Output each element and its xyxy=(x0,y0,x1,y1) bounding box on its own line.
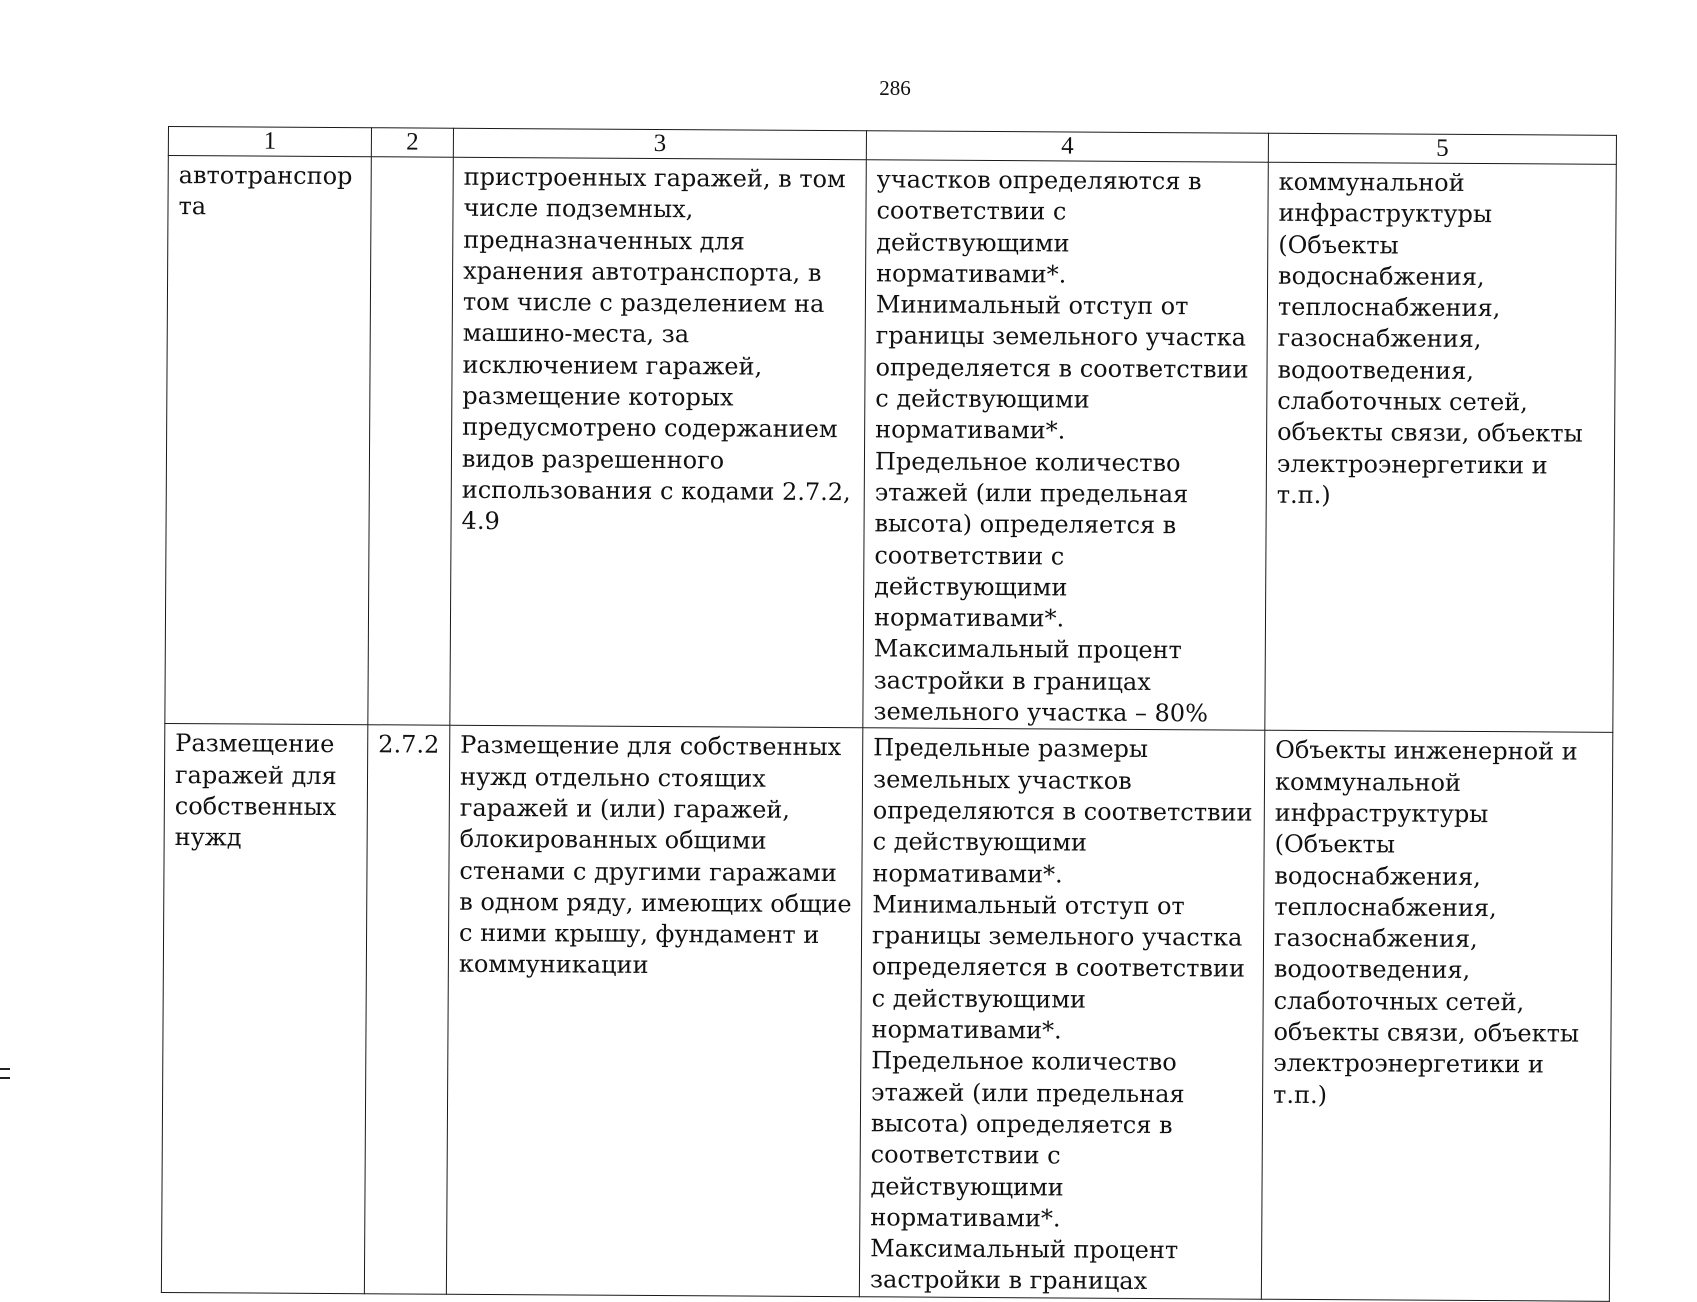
parameter-text: Минимальный отступ от границы земельного участка определяется в соответствии с действующими нормативами*. xyxy=(875,290,1249,445)
parameter-text: Максимальный процент застройки в границах xyxy=(869,1234,1179,1296)
column-header-1: 1 xyxy=(168,127,371,157)
parameter-text: Предельное количество этажей (или предельная высота) определяется в соответствии с действующими нормативами*. xyxy=(870,1046,1185,1233)
land-use-description-cell: Размещение для собственных нужд отдельно стоящих гаражей и (или) гаражей, блокированных общими стенами с другими гаражами в одном ряду, имеющих общие с ними крышу, фундамент и коммуникации xyxy=(446,726,862,1297)
margin-scan-mark xyxy=(0,1068,10,1086)
column-header-4: 4 xyxy=(866,131,1268,162)
land-use-table xyxy=(161,126,1617,1302)
parameter-text: Минимальный отступ от границы земельного участка определяется в соответствии с действующими нормативами*. xyxy=(871,890,1246,1045)
land-use-name-cell: автотранспорта xyxy=(165,156,371,726)
parameter-text: участков определяются в соответствии с действующими нормативами*. xyxy=(876,165,1202,289)
column-header-5: 5 xyxy=(1268,133,1616,164)
auxiliary-use-cell: коммунальной инфраструктуры (Объекты водоснабжения, теплоснабжения, газоснабжения, водоотведения, слаботочных сетей, объекты связи, объекты электроэнергетики и т.п.) xyxy=(1265,162,1616,732)
auxiliary-use-cell: Объекты инженерной и коммунальной инфраструктуры (Объекты водоснабжения, теплоснабжения, газоснабжения, водоотведения, слаботочных сетей, объекты связи, объекты электроэнергетики и т.п.) xyxy=(1261,731,1612,1301)
parameters-cell xyxy=(859,728,1264,1299)
scan-mark-line xyxy=(0,1077,10,1079)
table-row xyxy=(165,156,1616,733)
column-header-2: 2 xyxy=(371,128,453,158)
land-use-code-cell xyxy=(368,157,453,726)
parameter-text: Предельные размеры земельных участков определяются в соответствии с действующими нормативами*. xyxy=(872,733,1253,889)
scan-mark-line xyxy=(0,1068,10,1070)
parameters-cell xyxy=(863,160,1268,731)
land-use-name-cell: Размещение гаражей для собственных нужд xyxy=(161,724,367,1294)
parameter-text: Предельное количество этажей (или предельная высота) определяется в соответствии с действующими нормативами*. xyxy=(873,446,1189,633)
land-use-description-cell: пристроенных гаражей, в том числе подземных, предназначенных для хранения автотранспорта, в том числе с разделением на машино-места, за исключением гаражей, размещение которых предусмотрено содержанием видов разрешенного использования с кодами 2.7.2, 4.9 xyxy=(450,157,866,728)
land-use-code-cell: 2.7.2 xyxy=(364,725,449,1294)
page-number: 286 xyxy=(879,76,911,100)
column-header-3: 3 xyxy=(453,128,866,160)
table-row xyxy=(161,724,1612,1301)
parameter-text: Максимальный процент застройки в границах земельного участка – 80% xyxy=(873,634,1209,728)
